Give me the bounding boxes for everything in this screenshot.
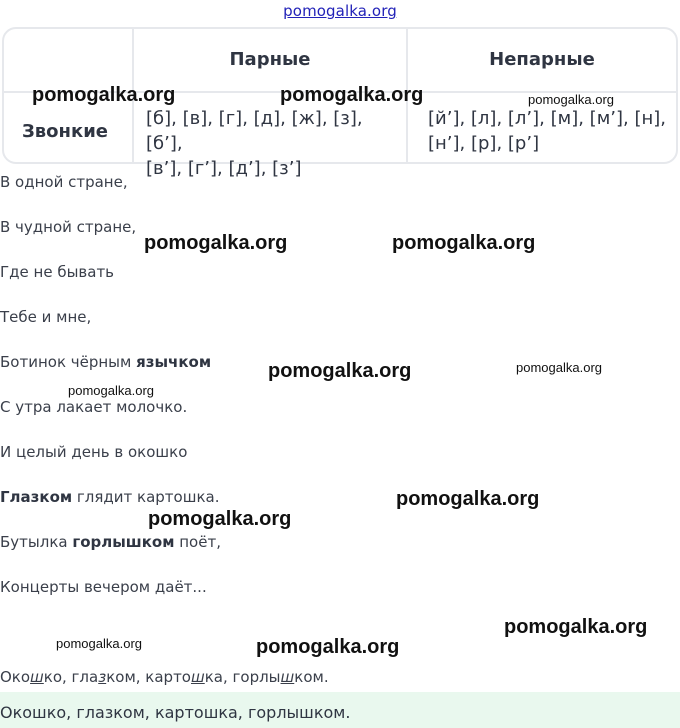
watermark: pomogalka.org bbox=[56, 636, 142, 651]
poem-line: Ботинок чёрным язычком bbox=[0, 353, 212, 371]
bold-word: горлышком bbox=[72, 533, 175, 551]
poem-line: Где не бывать bbox=[0, 263, 115, 281]
top-watermark-link[interactable]: pomogalka.org bbox=[283, 2, 397, 20]
watermark: pomogalka.org bbox=[396, 488, 540, 510]
marked-letter: з bbox=[98, 668, 107, 686]
watermark: pomogalka.org bbox=[516, 360, 602, 375]
watermark: pomogalka.org bbox=[280, 84, 424, 106]
unpaired-sounds: [й’], [л], [л’], [м], [м’], [н], [н’], [р], [р’] bbox=[428, 108, 667, 154]
watermark: pomogalka.org bbox=[68, 383, 154, 398]
watermark: pomogalka.org bbox=[268, 360, 412, 382]
row-label-voiced: Звонкие bbox=[22, 121, 109, 142]
poem-line: Концерты вечером даёт... bbox=[0, 578, 207, 596]
watermark: pomogalka.org bbox=[256, 636, 400, 658]
marked-letter: ш bbox=[30, 668, 44, 686]
poem-line: С утра лакает молочко. bbox=[0, 398, 188, 416]
watermark: pomogalka.org bbox=[148, 508, 292, 530]
watermark: pomogalka.org bbox=[32, 84, 176, 106]
header-unpaired: Непарные bbox=[489, 49, 595, 70]
paired-sounds: [б], [в], [г], [д], [ж], [з], [б’], [в’], [г’], [д’], [з’] bbox=[146, 108, 363, 179]
marked-letter: ш bbox=[280, 668, 295, 686]
poem-line: Бутылка горлышком поёт, bbox=[0, 533, 221, 551]
marked-words-line: Окошко, глазком, картошка, горлышком. bbox=[0, 668, 329, 686]
answer-text: Окошко, глазком, картошка, горлышком. bbox=[0, 703, 351, 722]
marked-letter: ш bbox=[190, 668, 205, 686]
bold-word: язычком bbox=[136, 353, 212, 371]
bold-word: Глазком bbox=[0, 488, 73, 506]
watermark: pomogalka.org bbox=[504, 616, 648, 638]
header-paired: Парные bbox=[229, 49, 311, 70]
watermark: pomogalka.org bbox=[528, 92, 614, 107]
poem-line: В одной стране, bbox=[0, 173, 128, 191]
watermark: pomogalka.org bbox=[144, 232, 288, 254]
poem-line: Глазком глядит картошка. bbox=[0, 488, 220, 506]
poem-line: Тебе и мне, bbox=[0, 308, 92, 326]
poem-line: В чудной стране, bbox=[0, 218, 137, 236]
poem-line: И целый день в окошко bbox=[0, 443, 188, 461]
watermark: pomogalka.org bbox=[392, 232, 536, 254]
